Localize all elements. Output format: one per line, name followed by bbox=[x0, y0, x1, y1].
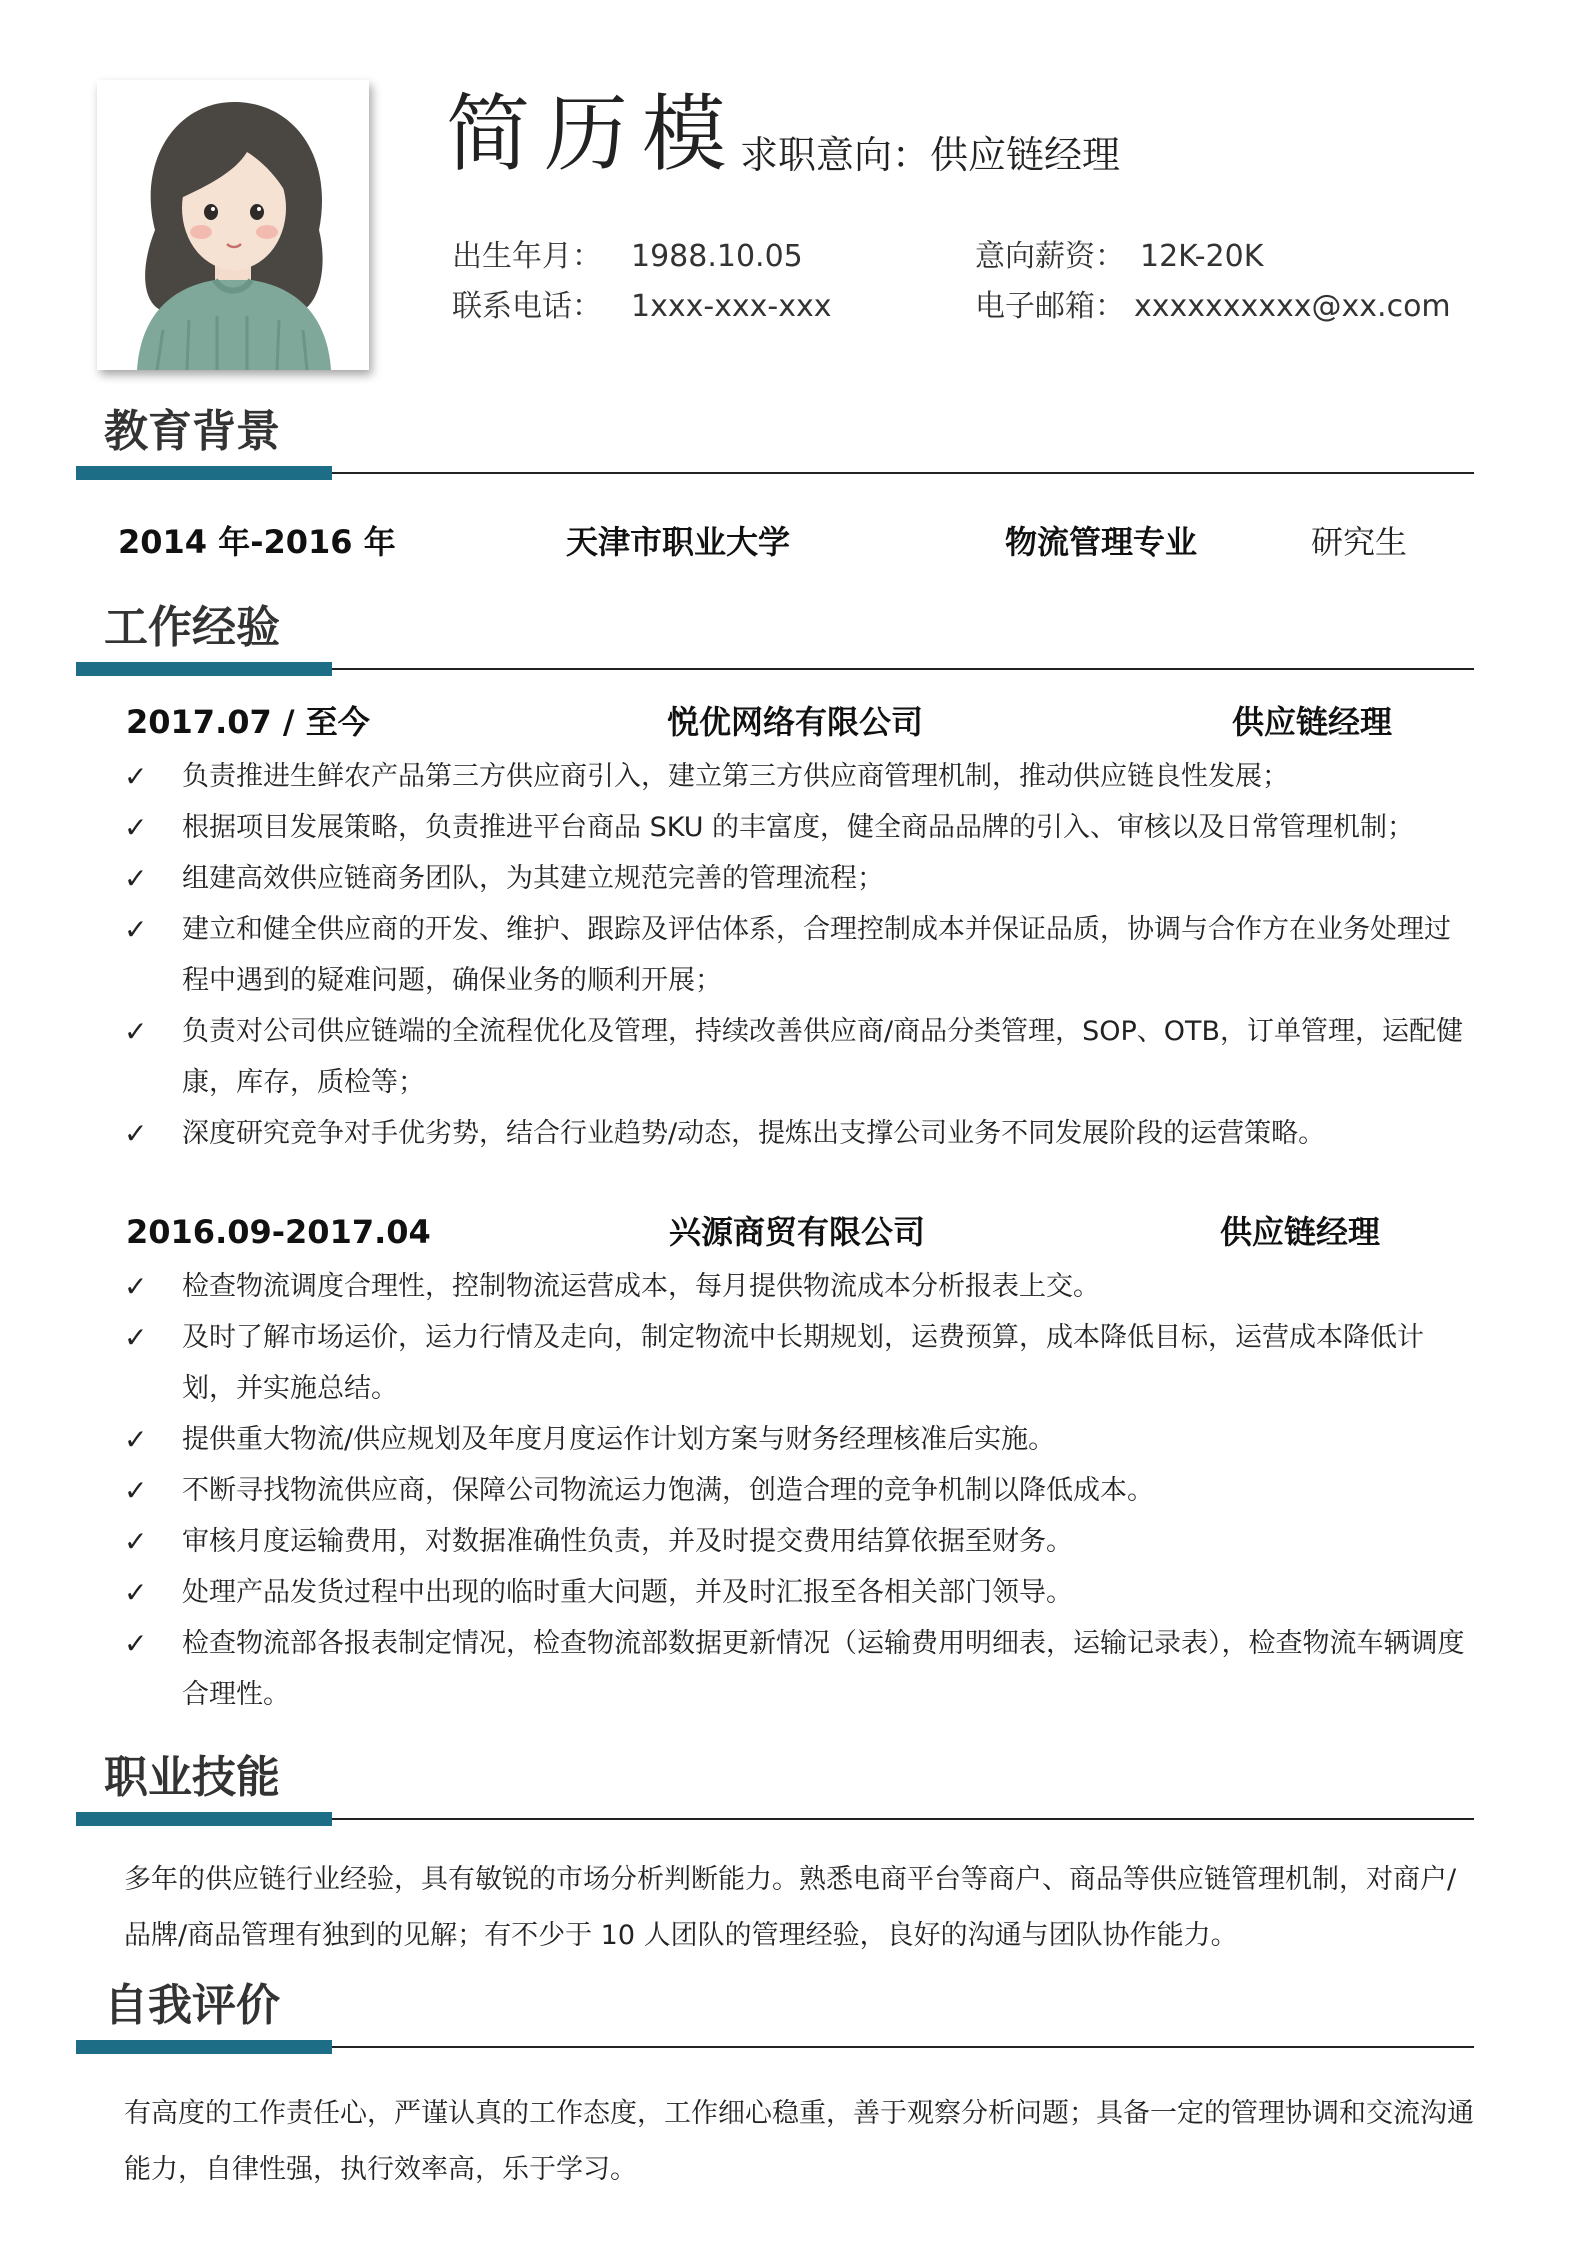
list-item: ✓ 处理产品发货过程中出现的临时重大问题，并及时汇报至各相关部门领导。 bbox=[124, 1567, 1474, 1618]
phone-value: 1xxx-xxx-xxx bbox=[631, 289, 832, 324]
list-item: ✓ 不断寻找物流供应商，保障公司物流运力饱满，创造合理的竞争机制以降低成本。 bbox=[124, 1465, 1474, 1516]
check-icon: ✓ bbox=[124, 1474, 148, 1507]
check-icon: ✓ bbox=[124, 913, 148, 946]
list-item: ✓ 根据项目发展策略，负责推进平台商品 SKU 的丰富度，健全商品品牌的引入、审核以及日常管理机制； bbox=[124, 802, 1474, 853]
job-duties-list bbox=[124, 751, 1474, 1159]
list-item: ✓ 建立和健全供应商的开发、维护、跟踪及评估体系，合理控制成本并保证品质，协调与合作方在业务处理过程中遇到的疑难问题，确保业务的顺利开展； bbox=[124, 904, 1474, 1006]
girl-avatar-illustration bbox=[97, 80, 369, 370]
check-icon: ✓ bbox=[124, 1525, 148, 1558]
work-section-title: 工作经验 bbox=[104, 602, 280, 653]
check-icon: ✓ bbox=[124, 1627, 148, 1660]
resume-name: 简历模 bbox=[446, 85, 741, 183]
list-item: ✓ 组建高效供应链商务团队，为其建立规范完善的管理流程； bbox=[124, 853, 1474, 904]
list-item: ✓ 提供重大物流/供应规划及年度月度运作计划方案与财务经理核准后实施。 bbox=[124, 1414, 1474, 1465]
education-major: 物流管理专业 bbox=[1005, 523, 1198, 561]
section-divider bbox=[332, 668, 1474, 670]
check-icon: ✓ bbox=[124, 811, 148, 844]
job-period: 2016.09-2017.04 bbox=[126, 1213, 431, 1251]
check-icon: ✓ bbox=[124, 760, 148, 793]
avatar-photo bbox=[97, 80, 369, 370]
self-eval-text: 有高度的工作责任心，严谨认真的工作态度，工作细心稳重，善于观察分析问题；具备一定的管理协调和交流沟通能力，自律性强，执行效率高，乐于学习。 bbox=[124, 2098, 1474, 2185]
section-divider bbox=[332, 2046, 1474, 2048]
section-divider bbox=[332, 1818, 1474, 1820]
self-eval-section-title: 自我评价 bbox=[104, 1980, 280, 2031]
education-section-title: 教育背景 bbox=[104, 406, 280, 457]
list-item: ✓ 检查物流调度合理性，控制物流运营成本，每月提供物流成本分析报表上交。 bbox=[124, 1261, 1474, 1312]
job-period: 2017.07 / 至今 bbox=[126, 703, 370, 741]
section-accent-bar bbox=[76, 1812, 332, 1826]
list-item: ✓ 负责推进生鲜农产品第三方供应商引入，建立第三方供应商管理机制，推动供应链良性发展； bbox=[124, 751, 1474, 802]
check-icon: ✓ bbox=[124, 1015, 148, 1048]
job-company: 兴源商贸有限公司 bbox=[669, 1213, 926, 1251]
check-icon: ✓ bbox=[124, 1321, 148, 1354]
job-intent-value: 供应链经理 bbox=[930, 133, 1121, 177]
check-icon: ✓ bbox=[124, 862, 148, 895]
list-item: ✓ 深度研究竞争对手优劣势，结合行业趋势/动态，提炼出支撑公司业务不同发展阶段的运营策略。 bbox=[124, 1108, 1474, 1159]
check-icon: ✓ bbox=[124, 1117, 148, 1150]
section-divider bbox=[332, 472, 1474, 474]
education-degree: 研究生 bbox=[1311, 523, 1408, 561]
salary-value: 12K-20K bbox=[1140, 239, 1264, 274]
email-value: xxxxxxxxxx@xx.com bbox=[1134, 289, 1451, 324]
list-item: ✓ 及时了解市场运价，运力行情及走向，制定物流中长期规划，运费预算，成本降低目标，运营成本降低计划，并实施总结。 bbox=[124, 1312, 1474, 1414]
list-item: ✓ 负责对公司供应链端的全流程优化及管理，持续改善供应商/商品分类管理，SOP、OTB，订单管理，运配健康，库存，质检等； bbox=[124, 1006, 1474, 1108]
email-label: 电子邮箱： bbox=[975, 289, 1125, 324]
job-position: 供应链经理 bbox=[1220, 1213, 1381, 1251]
check-icon: ✓ bbox=[124, 1270, 148, 1303]
job-position: 供应链经理 bbox=[1232, 703, 1393, 741]
phone-label: 联系电话： bbox=[452, 289, 602, 324]
job-intent bbox=[740, 133, 1121, 177]
education-school: 天津市职业大学 bbox=[566, 523, 791, 561]
job-intent-label: 求职意向： bbox=[740, 133, 931, 177]
check-icon: ✓ bbox=[124, 1423, 148, 1456]
skills-section-title: 职业技能 bbox=[104, 1752, 280, 1803]
job-duties-list bbox=[124, 1261, 1474, 1720]
check-icon: ✓ bbox=[124, 1576, 148, 1609]
birth-label: 出生年月： bbox=[452, 239, 602, 274]
section-accent-bar bbox=[76, 662, 332, 676]
section-accent-bar bbox=[76, 2040, 332, 2054]
list-item: ✓ 审核月度运输费用，对数据准确性负责，并及时提交费用结算依据至财务。 bbox=[124, 1516, 1474, 1567]
section-accent-bar bbox=[76, 466, 332, 480]
job-company: 悦优网络有限公司 bbox=[667, 703, 924, 741]
salary-label: 意向薪资： bbox=[975, 239, 1125, 274]
skills-text: 多年的供应链行业经验，具有敏锐的市场分析判断能力。熟悉电商平台等商户、商品等供应链管理机制，对商户/品牌/商品管理有独到的见解；有不少于 10 人团队的管理经验，良好的沟通与团队协作能力。 bbox=[124, 1864, 1457, 1951]
education-period: 2014 年-2016 年 bbox=[118, 523, 396, 561]
list-item: ✓ 检查物流部各报表制定情况，检查物流部数据更新情况（运输费用明细表，运输记录表），检查物流车辆调度合理性。 bbox=[124, 1618, 1474, 1720]
birth-value: 1988.10.05 bbox=[631, 239, 803, 274]
